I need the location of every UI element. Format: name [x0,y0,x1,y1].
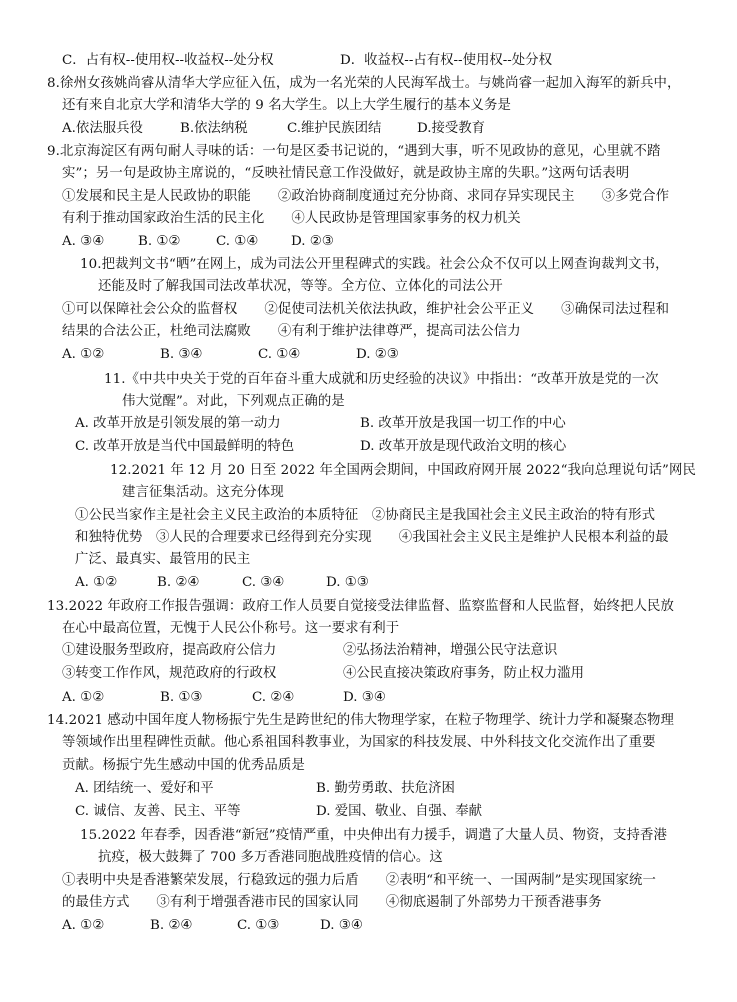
q15-item-line-2: 的最佳方式 ③有利于增强香港市民的国家认同 ④彻底遏制了外部势力干预香港事务 [62,895,602,910]
q10-option-d: D. ②③ [356,347,399,362]
q12-stem-line-1: 12.2021 年 12 月 20 日至 2022 年全国两会期间，中国政府网开展 2022“我向总理说句话”网民 [110,463,696,478]
q10-option-a: A. ①② [62,347,105,362]
q13-stem-line-1: 13.2022 年政府工作报告强调：政府工作人员要自觉接受法律监督、监察监督和人民监督，始终把人民放 [47,599,675,614]
q9-option-c: C. ①④ [216,234,259,249]
q15-option-c: C. ①③ [237,918,280,933]
q14-stem-line-2: 等领域作出里程碑性贡献。他心系祖国科教事业，为国家的科技发展、中外科技文化交流作出了重要 [62,735,656,750]
q14-option-d: D. 爱国、敬业、自强、奉献 [316,804,483,819]
q13-option-c: C. ②④ [252,690,295,705]
q15-item-line-1: ①表明中央是香港繁荣发展，行稳致远的强力后盾 ②表明“和平统一、一国两制”是实现国家统一 [62,873,656,888]
q13-option-a: A. ①② [62,690,105,705]
q15-stem-line-2: 抗疫，极大鼓舞了 700 多万香港同胞战胜疫情的信心。这 [98,850,443,865]
q12-option-d: D. ①③ [326,575,369,590]
q13-option-b: B. ①③ [160,690,203,705]
q12-item-line-2: 和独特优势 ③人民的合理要求已经得到充分实现 ④我国社会主义民主是维护人民根本利益的最 [75,530,669,545]
q13-item-3: ③转变工作作风，规范政府的行政权 [62,666,277,681]
q13-item-4: ④公民直接决策政府事务，防止权力滥用 [343,666,585,681]
q14-option-a: A. 团结统一、爱好和平 [75,781,214,796]
q8-stem-line-2: 还有来自北京大学和清华大学的 9 名大学生。以上大学生履行的基本义务是 [62,98,512,113]
q11-stem-line-2: 伟大觉醒”。对此，下列观点正确的是 [122,394,345,409]
q12-item-line-3: 广泛、最真实、最管用的民主 [75,552,251,567]
q11-stem-line-1: 11.《中共中央关于党的百年奋斗重大成就和历史经验的决议》中指出：“改革开放是党的一次 [104,372,659,387]
q9-item-line-1: ①发展和民主是人民政协的职能 ②政治协商制度通过充分协商、求同存异实现民主 ③多党合作 [62,189,670,204]
q10-option-c: C. ①④ [258,347,301,362]
q14-option-c: C. 诚信、友善、民主、平等 [75,804,241,819]
q11-option-c: C. 改革开放是当代中国最鲜明的特色 [75,439,295,454]
q15-option-b: B. ②④ [150,918,193,933]
q8-stem-line-1: 8.徐州女孩姚尚睿从清华大学应征入伍，成为一名光荣的人民海军战士。与姚尚睿一起加入海军的新兵中， [47,76,681,91]
q11-option-a: A. 改革开放是引领发展的第一动力 [75,416,281,431]
q10-stem-line-2: 还能及时了解我国司法改革状况，等等。全方位、立体化的司法公开 [98,279,503,294]
q8-option-b: B.依法纳税 [180,121,248,136]
q10-option-b: B. ③④ [160,347,203,362]
q12-option-b: B. ②④ [157,575,200,590]
q8-option-d: D.接受教育 [417,121,486,136]
q7-option-c: C．占有权--使用权--收益权--处分权 [62,53,274,68]
q8-option-a: A.依法服兵役 [62,121,143,136]
q9-stem-line-1: 9.北京海淀区有两句耐人寻味的话：一句是区委书记说的，“遇到大事，听不见政协的意见，心里就不踏 [47,144,661,159]
q13-item-1: ①建设服务型政府，提高政府公信力 [62,643,277,658]
q10-stem-line-1: 10.把裁判文书“晒”在网上，成为司法公开里程碑式的实践。社会公众不仅可以上网查询裁判文书， [80,257,669,272]
q12-option-a: A. ①② [75,575,118,590]
q12-item-line-1: ①公民当家作主是社会主义民主政治的本质特征 ②协商民主是我国社会主义民主政治的特有形式 [75,508,656,523]
q13-item-2: ②弘扬法治精神，增强公民守法意识 [343,643,558,658]
q11-option-b: B. 改革开放是我国一切工作的中心 [360,416,566,431]
q14-stem-line-1: 14.2021 感动中国年度人物杨振宁先生是跨世纪的伟大物理学家，在粒子物理学、统计力学和凝聚态物理 [47,713,675,728]
q8-option-c: C.维护民族团结 [287,121,382,136]
q9-option-a: A. ③④ [62,234,105,249]
q14-option-b: B. 勤劳勇敢、扶危济困 [316,781,455,796]
q7-option-d: D．收益权--占有权--使用权--处分权 [340,53,552,68]
q15-stem-line-1: 15.2022 年春季，因香港“新冠”疫情严重，中央伸出有力援手，调遣了大量人员、物资，支持香港 [80,828,667,843]
q9-option-d: D. ②③ [291,234,334,249]
q11-option-d: D. 改革开放是现代政治文明的核心 [360,439,567,454]
q15-option-a: A. ①② [62,918,105,933]
q13-option-d: D. ③④ [343,690,386,705]
q15-option-d: D. ③④ [320,918,363,933]
q12-stem-line-2: 建言征集活动。这充分体现 [122,485,284,500]
q13-stem-line-2: 在心中最高位置，无愧于人民公仆称号。这一要求有利于 [62,621,400,636]
q12-option-c: C. ③④ [242,575,285,590]
q9-stem-line-2: 实”；另一句是政协主席说的，“反映社情民意工作没做好，就是政协主席的失职。”这两句话表明 [62,166,630,181]
q14-stem-line-3: 贡献。杨振宁先生感动中国的优秀品质是 [62,758,305,773]
q9-option-b: B. ①② [138,234,181,249]
q10-item-line-2: 结果的合法公正，杜绝司法腐败 ④有利于维护法律尊严，提高司法公信力 [62,324,521,339]
q9-item-line-2: 有利于推动国家政治生活的民主化 ④人民政协是管理国家事务的权力机关 [62,211,521,226]
q10-item-line-1: ①可以保障社会公众的监督权 ②促使司法机关依法执政，维护社会公平正义 ③确保司法过程和 [62,302,670,317]
